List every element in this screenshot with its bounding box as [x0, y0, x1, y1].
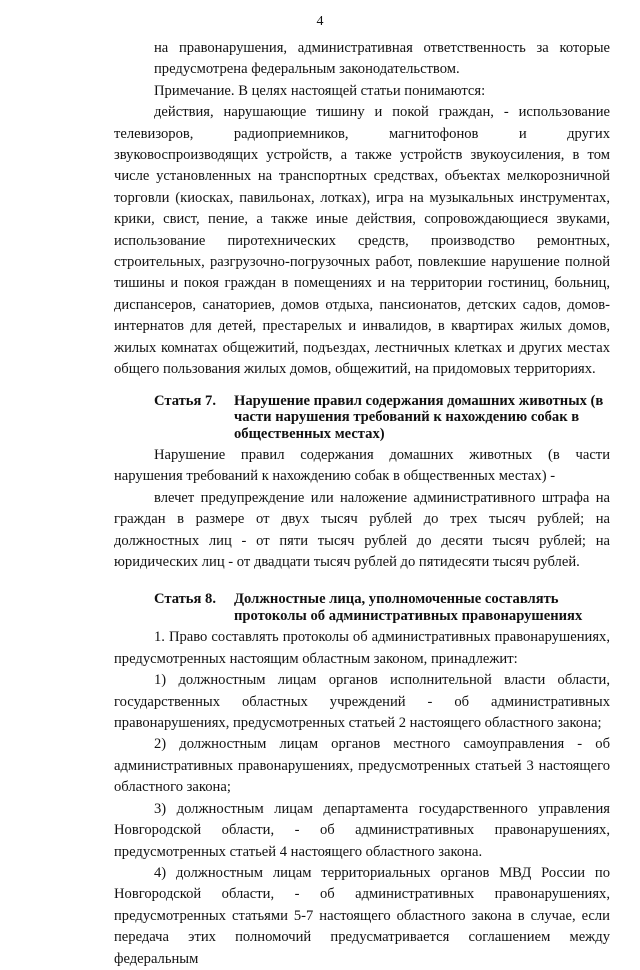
- article-7-paragraph: Нарушение правил содержания домашних животных (в части нарушения требований к нахождению собак в общественных местах) -: [114, 447, 610, 485]
- article-7-paragraph: влечет предупреждение или наложение административного штрафа на граждан в размере от двух тысяч рублей до трех тысяч рублей; на должностных лиц - от пяти тысяч рублей до десяти тысяч рублей; на юридических лиц - от двадцати тысяч рублей до пятидесяти тысяч рублей.: [114, 489, 610, 571]
- article-8-paragraph: 1) должностным лицам органов исполнительной власти области, государственных областных учреждений - об административных правонарушениях, предусмотренных статьей 2 настоящего областного закона;: [114, 672, 610, 732]
- article-8-number: Статья 8.: [154, 591, 216, 608]
- article-8-paragraph: 3) должностным лицам департамента государственного управления Новгородской области, - об административных правонарушениях, предусмотренных статьей 4 настоящего областного закона.: [114, 800, 610, 860]
- article-8-paragraph: 2) должностным лицам органов местного самоуправления - об административных правонарушениях, предусмотренных статьей 3 настоящего областного закона;: [114, 736, 610, 796]
- article-8-title: Должностные лица, уполномоченные составлять протоколы об административных правонарушениях: [234, 591, 583, 624]
- note-heading: Примечание. В целях настоящей статьи понимаются:: [154, 82, 486, 99]
- article-8-heading: [154, 591, 610, 624]
- article-7-heading: [154, 393, 610, 443]
- article-7-title: Нарушение правил содержания домашних животных (в части нарушения требований к нахождению собак в общественных местах): [234, 392, 604, 442]
- article-8-paragraph: 4) должностным лицам территориальных органов МВД России по Новгородской области, - об административных правонарушениях, предусмотренных статьями 5-7 настоящего областного закона в случае, если передача этих полномочий предусматривается соглашением между федеральным: [114, 864, 610, 967]
- article-8-paragraph: 1. Право составлять протоколы об административных правонарушениях, предусмотренных настоящим областным законом, принадлежит:: [114, 629, 610, 667]
- note-definition: действия, нарушающие тишину и покой граждан, - использование телевизоров, радиоприемников, магнитофонов и других звуковоспроизводящих устройств, а также устройств звукоусиления, в том числе установленных на транспортных средствах, объектах мелкорозничной торговли (киосках, павильонах, лотках), игра на музыкальных инструментах, крики, свист, пение, а также иные действия, сопровождающиеся звуками, использование пиротехнических средств, производство ремонтных, строительных, разгрузочно-погрузочных работ, повлекшие нарушение полной тишины и покоя граждан в помещениях и на территории гостиниц, больниц, диспансеров, санаториев, домов отдыха, пансионатов, детских садов, домов-интернатов для детей, престарелых и инвалидов, в квартирах жилых домов, жилых комнатах общежитий, подъездах, лестничных клетках и других местах общего пользования жилых домов, общежитий, на придомовых территориях.: [114, 104, 610, 378]
- article-7-number: Статья 7.: [154, 392, 216, 409]
- page-number: 4: [316, 14, 324, 29]
- intro-continuation: на правонарушения, административная ответственность за которые предусмотрена федеральным законодательством.: [154, 40, 610, 78]
- document-body: [114, 38, 610, 970]
